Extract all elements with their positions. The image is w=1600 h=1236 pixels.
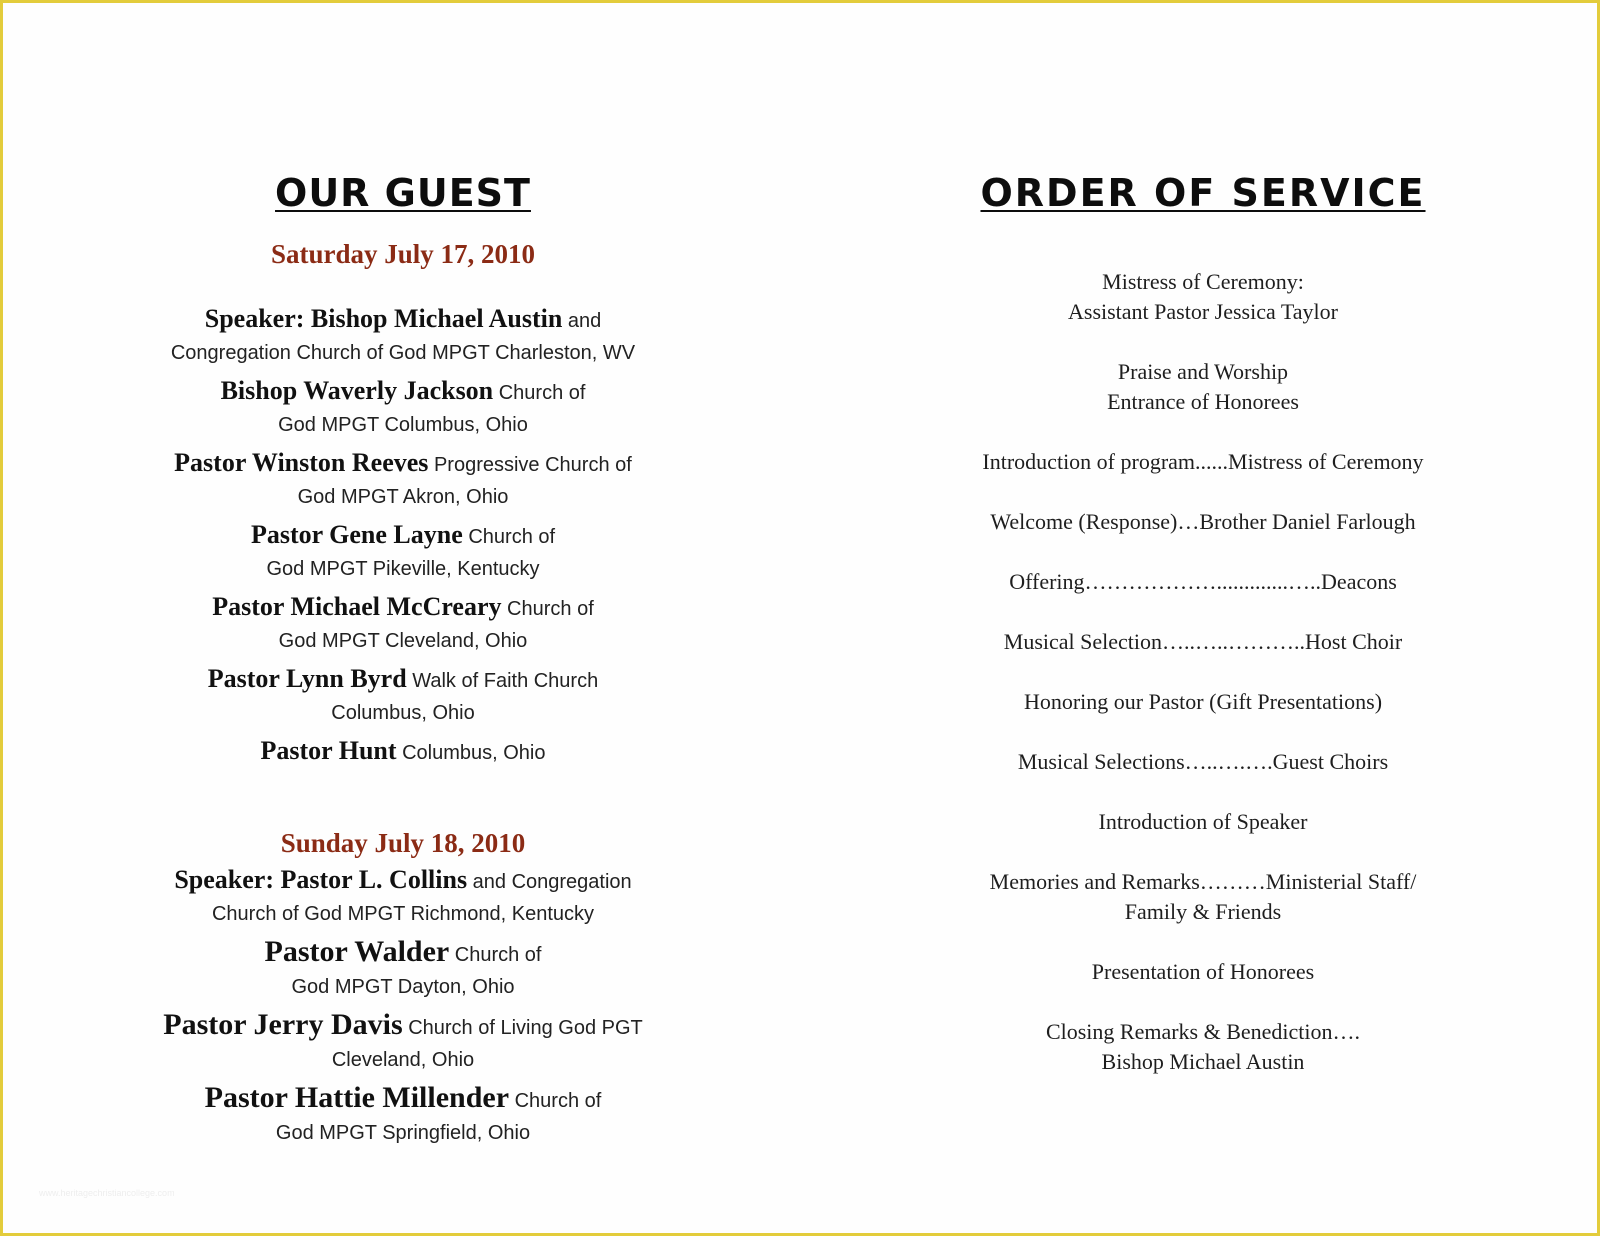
guest-location: God MPGT Akron, Ohio — [297, 486, 509, 508]
guest-church: Church of — [493, 382, 586, 404]
guest-name: Pastor Michael McCreary — [212, 592, 502, 621]
service-item-line: Honoring our Pastor (Gift Presentations) — [1023, 689, 1383, 714]
guest-church: Church of — [462, 526, 556, 548]
service-item-line: Musical Selection…..…..………..Host Choir — [1003, 629, 1403, 654]
guest-location: God MPGT Pikeville, Kentucky — [266, 558, 540, 580]
sunday-date: Sunday July 18, 2010 — [280, 828, 526, 858]
service-item-line: Family & Friends — [1124, 899, 1282, 924]
service-item-line: Introduction of Speaker — [1098, 809, 1308, 834]
service-item-line: Introduction of program......Mistress of Ceremony — [982, 449, 1424, 474]
guest-location: God MPGT Springfield, Ohio — [275, 1122, 531, 1144]
service-item-line: Musical Selections…..….….Guest Choirs — [1017, 749, 1389, 774]
guest-location: Congregation Church of God MPGT Charleston, WV — [170, 342, 636, 364]
guest-location: Cleveland, Ohio — [331, 1049, 475, 1071]
guest-entry — [103, 664, 703, 730]
guest-location: God MPGT Columbus, Ohio — [278, 414, 528, 436]
service-item — [903, 357, 1503, 417]
guest-location: God MPGT Dayton, Ohio — [291, 976, 515, 998]
guest-location: Columbus, Ohio — [331, 702, 475, 724]
service-item-line: Entrance of Honorees — [1107, 389, 1299, 414]
service-item-line: Closing Remarks & Benediction…. — [1045, 1019, 1361, 1044]
service-item — [903, 447, 1503, 477]
guest-church: Church of — [509, 1090, 602, 1112]
order-of-service-heading: ORDER OF SERVICE — [980, 171, 1426, 215]
service-item-line: Mistress of Ceremony: — [1102, 269, 1304, 294]
service-item — [903, 567, 1503, 597]
guest-church: Progressive Church of — [428, 454, 632, 476]
guest-name: Bishop Waverly Jackson — [220, 376, 494, 405]
guest-entry — [103, 1083, 703, 1150]
service-item — [903, 957, 1503, 987]
service-item-line: Offering……………….............…..Deacons — [1009, 569, 1397, 594]
service-item-line: Presentation of Honorees — [1091, 959, 1315, 984]
service-item — [903, 747, 1503, 777]
watermark: www.heritagechristiancollege.com — [39, 1188, 175, 1198]
guest-name: Pastor Walder — [264, 935, 450, 968]
service-item-line: Praise and Worship — [1117, 359, 1289, 384]
guest-church: and — [562, 310, 602, 332]
guest-name: Pastor Gene Layne — [250, 520, 463, 549]
guest-entry — [103, 376, 703, 442]
guest-entry — [103, 865, 703, 931]
service-list — [903, 267, 1503, 1077]
guest-location: God MPGT Cleveland, Ohio — [278, 630, 528, 652]
guest-name: Pastor Hattie Millender — [204, 1081, 510, 1114]
service-item-line: Bishop Michael Austin — [1101, 1049, 1305, 1074]
guest-entry — [103, 520, 703, 586]
service-item — [903, 687, 1503, 717]
guest-church: and Congregation — [467, 871, 632, 893]
guest-name: Pastor Winston Reeves — [174, 448, 429, 477]
guest-name: Pastor Hunt — [260, 736, 397, 765]
order-of-service-column — [903, 171, 1503, 1107]
guest-name: Pastor Lynn Byrd — [207, 664, 407, 693]
saturday-guest-list — [103, 304, 703, 770]
sunday-guest-list — [103, 865, 703, 1150]
service-item — [903, 267, 1503, 327]
service-item-line: Assistant Pastor Jessica Taylor — [1068, 299, 1338, 324]
service-item — [903, 807, 1503, 837]
guest-entry — [103, 1010, 703, 1077]
service-item — [903, 627, 1503, 657]
guest-church: Columbus, Ohio — [396, 742, 546, 764]
service-item — [903, 1017, 1503, 1077]
guest-church: Church of — [449, 944, 542, 966]
guest-church: Walk of Faith Church — [406, 670, 599, 692]
our-guest-heading: OUR GUEST — [275, 171, 531, 215]
guest-entry — [103, 592, 703, 658]
guest-name: Speaker: Bishop Michael Austin — [204, 304, 563, 333]
saturday-date: Saturday July 17, 2010 — [270, 239, 536, 269]
service-item-line: Welcome (Response)…Brother Daniel Farlough — [990, 509, 1416, 534]
our-guest-column — [103, 171, 703, 1156]
guest-entry — [103, 736, 703, 770]
guest-location: Church of God MPGT Richmond, Kentucky — [211, 903, 594, 925]
guest-entry — [103, 304, 703, 370]
guest-church: Church of Living God PGT — [402, 1017, 643, 1039]
guest-church: Church of — [501, 598, 594, 620]
guest-entry — [103, 448, 703, 514]
guest-name: Speaker: Pastor L. Collins — [174, 865, 468, 894]
guest-name: Pastor Jerry Davis — [163, 1008, 403, 1041]
service-item-line: Memories and Remarks………Ministerial Staff/ — [989, 869, 1417, 894]
service-item — [903, 867, 1503, 927]
guest-entry — [103, 937, 703, 1004]
service-item — [903, 507, 1503, 537]
